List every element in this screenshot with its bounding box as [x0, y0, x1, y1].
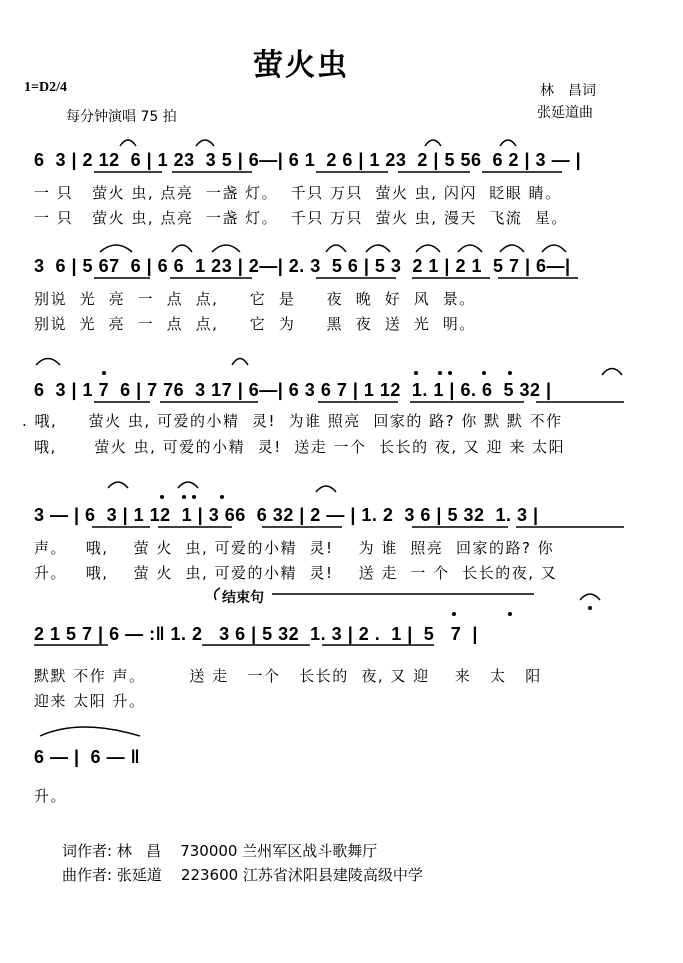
- music-line-6: 6 — | 6 — ‖: [34, 747, 141, 767]
- lyric-line-2b: 别说 光 亮 一 点 点, 它 为 黑 夜 送 光 明。: [34, 315, 476, 333]
- tempo-marking: 每分钟演唱 75 拍: [66, 109, 177, 125]
- slur: [416, 245, 440, 252]
- music-line-4: 3 — | 6 3 | 1 12 1 | 3 66 6 32 | 2 — | 1. 2 3 6 | 5 32 1. 3 |: [34, 505, 539, 525]
- key-signature: 1=D2/4: [24, 80, 67, 95]
- lyric-line-5a: 默默 不作 声。 送 走 一个 长长的 夜, 又 迎 来 太 阳: [34, 667, 542, 685]
- slur: [500, 140, 516, 146]
- composer-address: 曲作者: 张延道 223600 江苏省沭阳县建陵高级中学: [62, 866, 423, 884]
- lyric-line-2a: 别说 光 亮 一 点 点, 它 是 夜 晚 好 风 景。: [34, 290, 476, 308]
- slur: [326, 245, 346, 252]
- slur: [100, 245, 132, 252]
- lyric-line-6a: 升。: [34, 787, 68, 805]
- slur: [120, 140, 136, 146]
- slur: [458, 245, 482, 252]
- lyricist-address: 词作者: 林 昌 730000 兰州军区战斗歌舞厅: [62, 842, 378, 860]
- music-line-2: 3 6 | 5 67 6 | 6 6 1 23 | 2—| 2. 3 5 6 | 5 3 2 1 | 2 1 5 7 | 6—|: [34, 256, 571, 276]
- slur: [316, 486, 336, 492]
- slur: [172, 245, 192, 252]
- slur: [178, 482, 198, 488]
- tie: [40, 727, 140, 736]
- lyric-line-3a: . 哦, 萤火 虫, 可爱的小精 灵! 为谁 照亮 回家的 路? 你 默 默 不作: [22, 412, 563, 430]
- lyric-line-3b: 哦, 萤火 虫, 可爱的小精 灵! 送走 一个 长长的 夜, 又 迎 来 太阳: [34, 438, 566, 456]
- music-line-5: 2 1 5 7 | 6 — :‖ 1. 2 3 6 | 5 32 1. 3 | 2 . 1 | 5 7 |: [34, 624, 478, 644]
- slur: [500, 245, 524, 252]
- ending-label: 结束句: [222, 590, 264, 606]
- music-line-3: 6 3 | 1 7 6 | 7 76 3 17 | 6—| 6 3 6 7 | 1 12 1. 1 | 6. 6 5 32 |: [34, 380, 552, 400]
- slur: [425, 140, 441, 146]
- song-title: 萤火虫: [253, 48, 349, 83]
- lyric-line-5b: 迎来 太阳 升。: [34, 692, 146, 710]
- slur: [366, 245, 390, 252]
- music-line-1: 6 3 | 2 12 6 | 1 23 3 5 | 6—| 6 1 2 6 | 1 23 2 | 5 56 6 2 | 3 — |: [34, 150, 582, 170]
- lyric-line-1b: 一 只 萤火 虫, 点亮 一盏 灯。 千只 万只 萤火 虫, 漫天 飞流 星。: [34, 209, 568, 227]
- ending-bracket-hook: [215, 588, 220, 600]
- slur: [580, 594, 600, 600]
- slur: [196, 140, 214, 146]
- composer-credit: 张延道曲: [537, 105, 593, 121]
- slur: [36, 359, 60, 366]
- lyricist-credit: 林 昌词: [540, 83, 596, 99]
- slur: [232, 359, 248, 366]
- slur: [108, 482, 128, 488]
- lyric-line-4a: 声。 哦, 萤 火 虫, 可爱的小精 灵! 为 谁 照亮 回家的路? 你: [34, 539, 555, 557]
- slur: [542, 245, 566, 252]
- slur: [602, 369, 622, 376]
- lyric-line-4b: 升。 哦, 萤 火 虫, 可爱的小精 灵! 送 走 一 个 长长的夜, 又: [34, 564, 558, 582]
- slur: [212, 245, 240, 252]
- lyric-line-1a: 一 只 萤火 虫, 点亮 一盏 灯。 千只 万只 萤火 虫, 闪闪 眨眼 睛。: [34, 184, 562, 202]
